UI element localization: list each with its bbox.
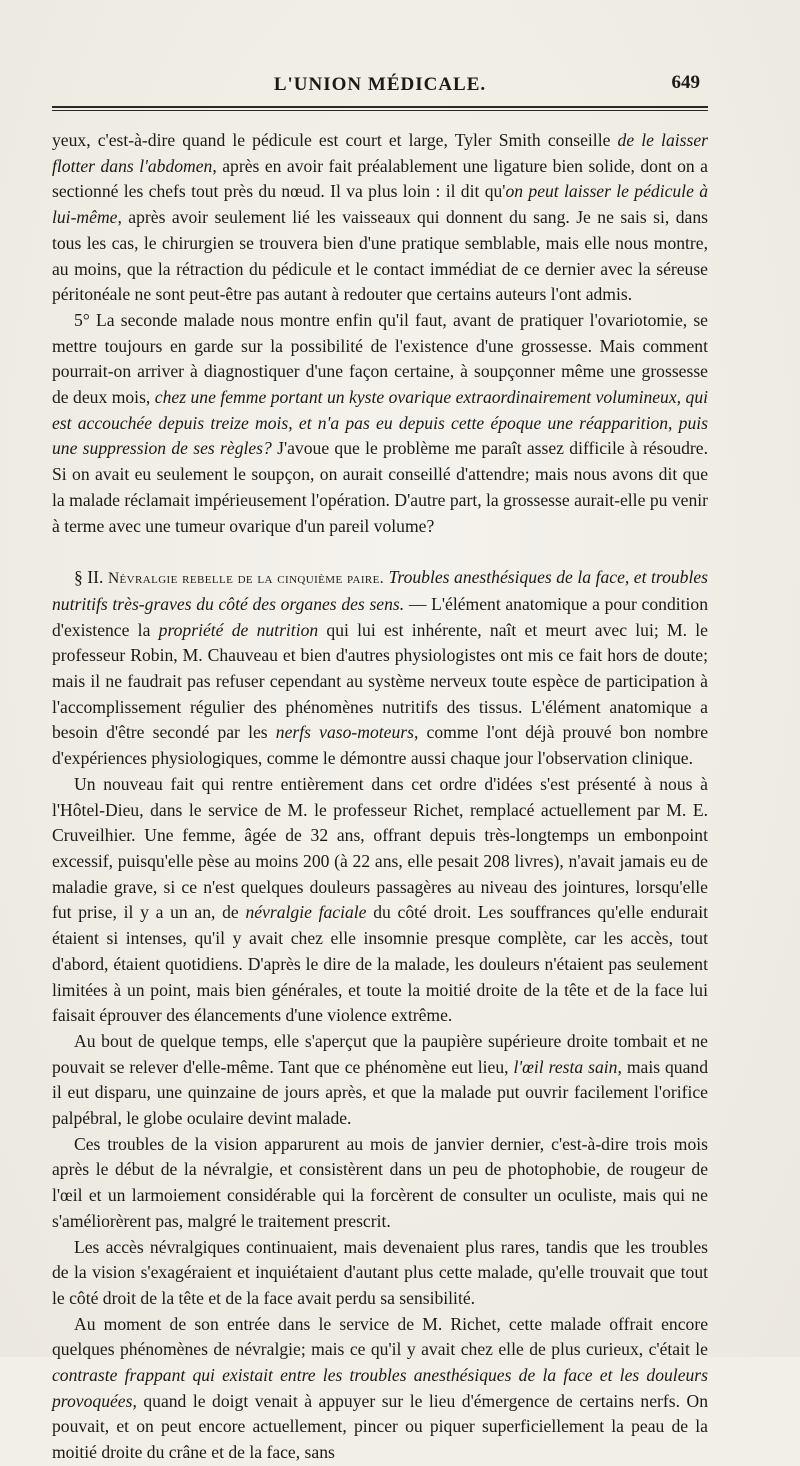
text-run: Un nouveau fait qui rentre entièrement dans cet ordre d'idées s'est présenté à nous à l'Hôtel-Dieu, dans le service de M. le professeur Richet, remplacé actuellement par M. E. Cruveilhier. Une femme, âgée de 32 ans, offrant depuis très-longtemps un embonpoint excessif, puisqu'elle pèse au moins 200 (à 22 ans, elle pesait 208 livres), n'avait jamais eu de maladie grave, si ce n'est quelques douleurs passagères au niveau des jointures, lorsqu'elle fut prise, il y a un an, de xyxy=(52,773,708,923)
text-run: , mais quand il eut disparu, une quinzaine de jours après, et que la malade put ouvrir facilement l'orifice palpébral, le globe oculaire devint malade. xyxy=(52,1056,709,1129)
text-run: , après en avoir fait préalablement une ligature bien solide, dont on a sectionné les chefs tout près du nœud. Il va plus loin : il dit qu' xyxy=(52,155,708,202)
italic-text: chez une femme portant un kyste ovarique extraordinairement volumineux, qui est accouchée depuis treize mois, et n'a pas eu depuis cette époque une réapparition, puis une suppression de ses règles? xyxy=(52,387,708,459)
paragraph xyxy=(52,128,708,308)
text-run: , quand le doigt venait à appuyer sur le lieu d'émergence de certains nerfs. On pouvait, et on peut encore actuellement, pincer ou piquer superficiellement la peau de la moitié droite du crâne et de la face, sans xyxy=(52,1390,708,1463)
text-run: qui lui est inhérente, naît et meurt avec lui; M. le professeur Robin, M. Chauveau et bien d'autres physiologistes ont mis ce fait hors de doute; mais il ne faudrait pas refuser cependant au système nerveux toute espèce de participation à l'accomplissement régulier des phénomènes nutritifs des tissus. L'élément anatomique a besoin d'être secondé par les xyxy=(52,619,708,743)
paragraph xyxy=(52,1029,708,1132)
text-run: Les accès névralgiques continuaient, mais devenaient plus rares, tandis que les troubles de la vision s'exagéraient et inquiétaient d'autant plus cette malade, qu'elle trouvait que tout le côté droit de la tête et de la face avait perdu sa sensibilité. xyxy=(52,1236,708,1308)
page-number: 649 xyxy=(671,72,700,93)
italic-text: on peut laisser le pédicule à lui-même xyxy=(52,181,709,228)
section-heading: Névralgie rebelle de la cinquième paire. xyxy=(107,570,385,588)
paragraph xyxy=(52,1235,708,1312)
text-run: yeux, c'est-à-dire quand le pédicule est court et large, Tyler Smith conseille xyxy=(52,130,618,150)
text-run: Au bout de quelque temps, elle s'aperçut que la paupière supérieure droite tombait et ne pouvait se relever d'elle-même. Tant que ce phénomène eut lieu, xyxy=(52,1030,708,1077)
italic-text: contraste frappant qui existait entre les troubles anesthésiques de la face et les douleurs provoquées xyxy=(52,1365,708,1411)
text-run: , après avoir seulement lié les vaisseaux qui donnent du sang. Je ne sais si, dans tous les cas, le chirurgien se trouvera bien d'une pratique semblable, mais elle nous montre, au moins, que la rétraction du pédicule et le contact immédiat de ce dernier avec la séreuse péritonéale ne sont peut-être pas autant à redouter que certains auteurs l'ont admis. xyxy=(52,207,708,305)
italic-text: de le laisser flotter dans l'abdomen xyxy=(52,130,708,176)
text-run: Au moment de son entrée dans le service de M. Richet, cette malade offrait encore quelques phénomènes de névralgie; mais ce qu'il y avait chez elle de plus curieux, c'était le xyxy=(52,1313,708,1360)
text-run: § II. xyxy=(74,567,108,588)
paragraph xyxy=(52,308,708,539)
italic-text: Troubles anesthésiques de la face, et troubles nutritifs très-graves du côté des organes des sens. xyxy=(52,567,709,614)
paragraph xyxy=(52,565,708,772)
text-run: du côté droit. Les souffrances qu'elle endurait étaient si intenses, qu'il y avait chez elle insomnie presque complète, car les accès, tout d'abord, étaient quotidiens. D'après le dire de la malade, les douleurs n'étaient pas seulement limitées à un point, mais bien générales, et toute la moitié droite de la tête et de la face lui faisait éprouver des élancements d'une violence extrême. xyxy=(52,902,709,1026)
text-run: , comme l'ont déjà prouvé bon nombre d'expériences physiologiques, comme le démontre aussi chaque jour l'observation clinique. xyxy=(52,722,709,769)
text-run: Ces troubles de la vision apparurent au mois de janvier dernier, c'est-à-dire trois mois après le début de la névralgie, et consistèrent dans un peu de photophobie, de rougeur de l'œil et un larmoiement considérable qui la forcèrent de consulter un oculiste, mais qui ne s'améliorèrent pas, malgré le traitement prescrit. xyxy=(52,1133,708,1231)
italic-text: propriété de nutrition xyxy=(158,619,319,640)
running-title: L'UNION MÉDICALE. xyxy=(273,74,487,95)
page-header xyxy=(52,72,708,108)
italic-text: l'œil resta sain xyxy=(513,1056,618,1077)
paragraph xyxy=(52,1132,708,1235)
italic-text: névralgie faciale xyxy=(245,902,367,923)
paragraph xyxy=(52,772,708,1029)
body-text xyxy=(52,128,708,1466)
text-run: 5° La seconde malade nous montre enfin qu'il faut, avant de pratiquer l'ovariotomie, se mettre toujours en garde sur la possibilité de l'existence d'une grossesse. Mais comment pourrait-on arriver à diagnostiquer d'une façon certaine, à soupçonner même une grossesse de deux mois, xyxy=(52,309,708,408)
text-run: — L'élément anatomique a pour condition d'existence la xyxy=(52,593,708,640)
italic-text: nerfs vaso-moteurs xyxy=(275,722,414,743)
paragraph xyxy=(52,1312,708,1466)
text-run: J'avoue que le problème me paraît assez difficile à résoudre. Si on avait eu seulement le soupçon, on aurait conseillé d'attendre; mais nous avons dit que la malade réclamait impérieusement l'opération. D'autre part, la grossesse aurait-elle pu venir à terme avec une tumeur ovarique d'un pareil volume? xyxy=(52,438,708,536)
